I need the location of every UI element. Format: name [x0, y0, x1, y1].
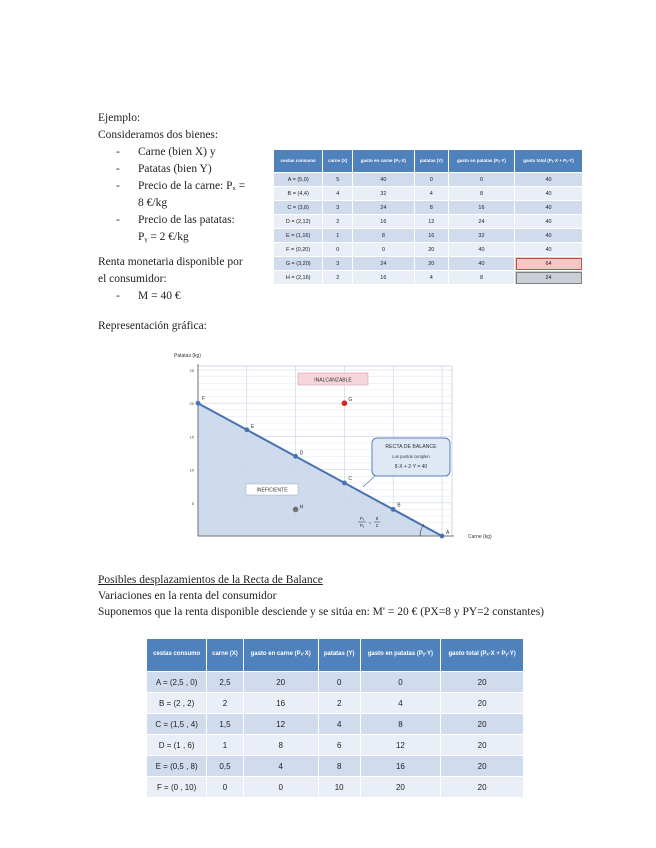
- table-cell: E = (1,16): [274, 229, 323, 243]
- table-cell: 32: [353, 187, 415, 201]
- data-point-g: [342, 400, 348, 406]
- table-row: [147, 735, 524, 756]
- point-label-b: B: [397, 502, 401, 509]
- table-cell: 3: [323, 257, 353, 271]
- reduced-income-table: [146, 638, 524, 798]
- income-text-line1: Renta monetaria disponible por: [98, 256, 243, 268]
- income-text-line2: el consumidor:: [98, 273, 167, 285]
- table-cell: 0: [243, 777, 318, 798]
- callout-title: RECTA DE BALANCE: [385, 444, 437, 450]
- data-point-a: [440, 534, 445, 539]
- callout-equation: 8·X + 2·Y = 40: [394, 464, 428, 470]
- section-subtitle: Variaciones en la renta del consumidor: [98, 590, 277, 602]
- slope-value-numerator: 8: [375, 516, 379, 521]
- data-point-b: [391, 507, 396, 512]
- table-cell: 20: [441, 672, 524, 693]
- table-row: [274, 201, 583, 215]
- table-row: [274, 271, 583, 285]
- table-cell: G = (3,20): [274, 257, 323, 271]
- y-tick-label: 10: [189, 467, 194, 473]
- table-cell: 4: [414, 271, 448, 285]
- table-row: [274, 243, 583, 257]
- slope-equals: =: [368, 520, 372, 525]
- table-cell: 8: [448, 187, 514, 201]
- table-row: [274, 215, 583, 229]
- table-cell: 20: [441, 735, 524, 756]
- table-header-row: [147, 639, 524, 672]
- table-cell: D = (1 , 6): [147, 735, 207, 756]
- table-cell: 32: [448, 229, 514, 243]
- table-cell: 24: [448, 215, 514, 229]
- table-cell: 12: [243, 714, 318, 735]
- table-cell: 16: [353, 271, 415, 285]
- column-header: carne (X): [323, 150, 353, 173]
- bullet-income: - M = 40 €: [98, 288, 181, 305]
- column-header: gasto total (Pₓ·X + Pᵧ·Y): [515, 150, 583, 173]
- table-cell: 24: [515, 271, 583, 285]
- table-cell: 16: [353, 215, 415, 229]
- table-cell: D = (2,12): [274, 215, 323, 229]
- bullet-precio-carne: - Precio de la carne: Pₓ = 8 €/kg: [98, 178, 245, 212]
- data-point-c: [342, 480, 347, 485]
- table-cell: 40: [353, 173, 415, 187]
- table-cell: 40: [515, 243, 583, 257]
- y-tick-label: 25: [189, 368, 194, 373]
- income-list: [98, 288, 181, 305]
- table-cell: 20: [441, 714, 524, 735]
- income-change-sentence: Suponemos que la renta disponible desciende y se sitúa en: M' = 20 € (PX=8 y PY=2 constantes): [98, 606, 545, 618]
- table-cell: 2: [323, 271, 353, 285]
- table-cell: 16: [448, 201, 514, 215]
- slope-denominator: Pᵧ: [359, 523, 365, 528]
- point-label-d: D: [299, 450, 304, 457]
- table-cell: 2: [318, 693, 360, 714]
- table-cell: 40: [448, 257, 514, 271]
- table-cell: A = (2,5 , 0): [147, 672, 207, 693]
- bullet-patatas: - Patatas (bien Y): [98, 161, 245, 178]
- table-cell: 4: [360, 693, 441, 714]
- table-cell: 40: [515, 187, 583, 201]
- table-cell: 16: [414, 229, 448, 243]
- table-cell: 1,5: [207, 714, 243, 735]
- table-cell: 1: [323, 229, 353, 243]
- table-cell: 0: [414, 173, 448, 187]
- table-cell: 2: [323, 215, 353, 229]
- table-cell: 0: [448, 173, 514, 187]
- table-cell: 3: [323, 201, 353, 215]
- table-cell: 12: [414, 215, 448, 229]
- table-cell: 20: [441, 777, 524, 798]
- table-cell: 1: [207, 735, 243, 756]
- table-cell: 0: [323, 243, 353, 257]
- graph-caption: Representación gráfica:: [98, 320, 207, 332]
- table-cell: 12: [360, 735, 441, 756]
- table-cell: 4: [318, 714, 360, 735]
- bullet-carne: - Carne (bien X) y: [98, 144, 245, 161]
- budget-table: [273, 149, 583, 285]
- table-cell: 8: [414, 201, 448, 215]
- data-point-e: [244, 427, 249, 432]
- table-cell: 20: [414, 257, 448, 271]
- table-cell: 40: [515, 229, 583, 243]
- table-cell: 4: [323, 187, 353, 201]
- table-cell: 24: [353, 201, 415, 215]
- data-point-f: [196, 401, 201, 406]
- point-label-h: H: [299, 504, 304, 511]
- y-axis-label: Patatas (kg): [174, 353, 201, 359]
- table-cell: 4: [243, 756, 318, 777]
- slope-value-denominator: 2: [375, 523, 379, 528]
- table-cell: 0,5: [207, 756, 243, 777]
- column-header: carne (X): [207, 639, 243, 672]
- table-cell: B = (4,4): [274, 187, 323, 201]
- table-cell: 20: [441, 756, 524, 777]
- table-row: [147, 672, 524, 693]
- inefficient-label: INEFICIENTE: [256, 487, 288, 494]
- goods-intro: Consideramos dos bienes:: [98, 129, 219, 141]
- table-cell: 20: [414, 243, 448, 257]
- budget-line-chart: [170, 350, 510, 550]
- data-point-d: [293, 454, 298, 459]
- table-cell: 64: [515, 257, 583, 271]
- table-cell: 4: [414, 187, 448, 201]
- table-cell: 20: [360, 777, 441, 798]
- column-header: patatas (Y): [414, 150, 448, 173]
- table-cell: 16: [243, 693, 318, 714]
- section-title: Posibles desplazamientos de la Recta de Balance: [98, 574, 323, 586]
- table-cell: 5: [323, 173, 353, 187]
- point-label-f: F: [202, 396, 206, 403]
- table-cell: 16: [360, 756, 441, 777]
- example-heading: Ejemplo:: [98, 112, 141, 124]
- callout-subtitle: Los puntos cumplen: [392, 454, 430, 459]
- column-header: patatas (Y): [318, 639, 360, 672]
- table-row: [274, 257, 583, 271]
- unreachable-label: INALCANZABLE: [314, 377, 352, 384]
- table-cell: E = (0,5 , 8): [147, 756, 207, 777]
- table-cell: 0: [360, 672, 441, 693]
- table-row: [274, 173, 583, 187]
- table-cell: 0: [207, 777, 243, 798]
- table-row: [147, 777, 524, 798]
- table-cell: 20: [243, 672, 318, 693]
- table-cell: 2,5: [207, 672, 243, 693]
- y-tick-label: 15: [189, 434, 194, 440]
- column-header: gasto total (Pₓ·X + Pᵧ·Y): [441, 639, 524, 672]
- table-row: [274, 229, 583, 243]
- table-cell: F = (0,20): [274, 243, 323, 257]
- table-row: [147, 693, 524, 714]
- table-cell: C = (3,8): [274, 201, 323, 215]
- table-cell: 40: [515, 215, 583, 229]
- table-cell: 8: [353, 229, 415, 243]
- table-cell: A = (5,0): [274, 173, 323, 187]
- table-cell: 6: [318, 735, 360, 756]
- table-cell: 8: [243, 735, 318, 756]
- table-row: [274, 187, 583, 201]
- goods-list: [98, 144, 245, 246]
- table-cell: 8: [318, 756, 360, 777]
- point-label-c: C: [348, 475, 353, 482]
- table-row: [147, 714, 524, 735]
- x-axis-label: Carne (kg): [468, 534, 492, 540]
- column-header: cestas consumo: [274, 150, 323, 173]
- table-row: [147, 756, 524, 777]
- table-cell: 40: [515, 201, 583, 215]
- column-header: gasto en patatas (Pᵧ·Y): [448, 150, 514, 173]
- data-point-h: [293, 507, 299, 513]
- table-header-row: [274, 150, 583, 173]
- table-cell: F = (0 , 10): [147, 777, 207, 798]
- table-cell: 20: [441, 693, 524, 714]
- table-cell: 24: [353, 257, 415, 271]
- column-header: gasto en patatas (Pᵧ·Y): [360, 639, 441, 672]
- table-cell: 8: [360, 714, 441, 735]
- y-tick-label: 5: [191, 500, 194, 506]
- table-cell: 2: [207, 693, 243, 714]
- point-label-a: A: [446, 530, 450, 536]
- y-tick-label: 20: [189, 401, 194, 407]
- table-cell: 10: [318, 777, 360, 798]
- table-cell: 0: [353, 243, 415, 257]
- table-cell: B = (2 , 2): [147, 693, 207, 714]
- table-cell: 40: [515, 173, 583, 187]
- point-label-g: G: [348, 397, 353, 404]
- table-cell: C = (1,5 , 4): [147, 714, 207, 735]
- column-header: cestas consumo: [147, 639, 207, 672]
- column-header: gasto en carne (Pₓ·X): [243, 639, 318, 672]
- point-label-e: E: [250, 423, 255, 430]
- column-header: gasto en carne (Pₓ·X): [353, 150, 415, 173]
- table-cell: 0: [318, 672, 360, 693]
- bullet-precio-patatas: - Precio de las patatas: Pᵧ = 2 €/kg: [98, 212, 245, 246]
- slope-numerator: Pₓ: [359, 516, 365, 521]
- table-cell: 8: [448, 271, 514, 285]
- table-cell: 40: [448, 243, 514, 257]
- table-cell: H = (2,16): [274, 271, 323, 285]
